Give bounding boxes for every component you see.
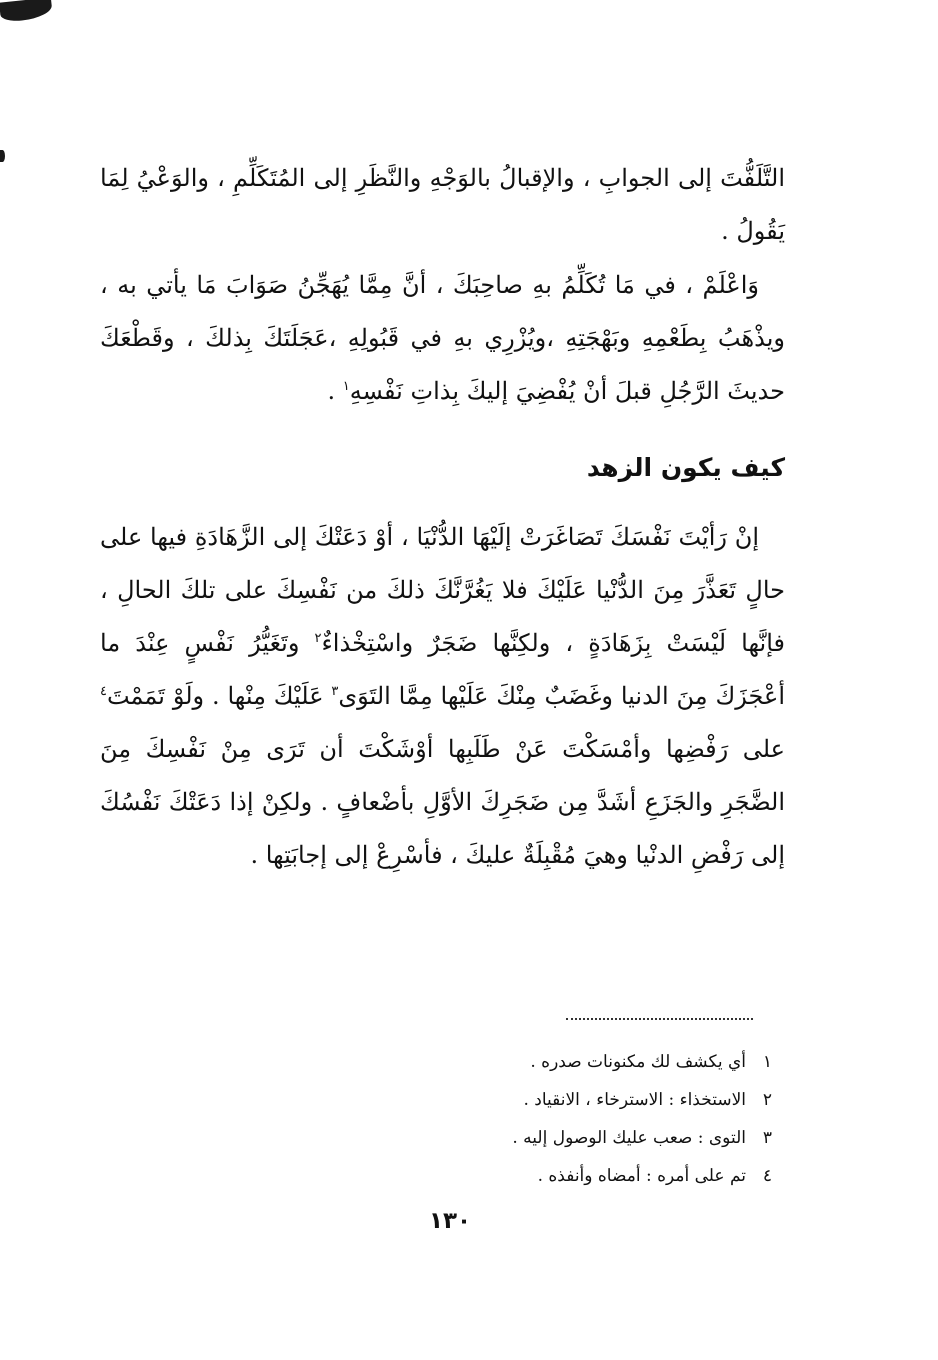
paragraph-text-part3: عَلَيْكَ مِنْها . ولَوْ تَمَمْتَ bbox=[106, 682, 332, 710]
footnote-reference: ٣ bbox=[331, 684, 339, 699]
section-heading: كيف يكون الزهد bbox=[586, 453, 785, 482]
scan-ink-blot bbox=[0, 0, 53, 23]
footnote-item bbox=[300, 1119, 772, 1157]
footnote-number: ٣ bbox=[762, 1128, 772, 1148]
paragraph-listening-advice bbox=[100, 259, 785, 418]
paragraph-zuhd bbox=[100, 511, 785, 882]
footnote-text: أي يكشف لك مكنونات صدره . bbox=[530, 1052, 746, 1072]
footnote-reference: ٤ bbox=[100, 684, 107, 699]
footnote-text: الاستخذاء : الاسترخاء ، الانقياد . bbox=[523, 1090, 746, 1110]
paragraph-text: وَاعْلَمْ ، في مَا تُكَلِّمُ بهِ صاحِبَكَ ، أنَّ مِمَّا يُهَجِّنُ صَوَابَ مَا يأتي به ، ويذْهَبُ بِطَعْمِهِ وبَهْجَتِهِ ،ويُزْرِي بهِ في قَبُولِهِ ،عَجَلَتَكَ بِذلكَ ، وقَطْعَكَ حديثَ الرَّجُلِ قبلَ أنْ يُفْضِيَ إليكَ بِذاتِ نَفْسِهِ bbox=[100, 271, 785, 405]
footnote-item bbox=[300, 1081, 772, 1119]
paragraph-continued bbox=[100, 152, 785, 258]
footnote-item bbox=[300, 1157, 772, 1195]
footnote-number: ١ bbox=[762, 1052, 772, 1072]
footnotes-list bbox=[300, 1043, 772, 1195]
paragraph-tail: . bbox=[327, 377, 343, 405]
footnote-number: ٢ bbox=[762, 1090, 772, 1110]
scan-ink-mark bbox=[0, 150, 5, 162]
footnote-text: تم على أمره : أمضاه وأنفذه . bbox=[537, 1166, 746, 1186]
page-number: ١٣٠ bbox=[428, 1208, 472, 1234]
footnote-number: ٤ bbox=[762, 1166, 772, 1186]
footnote-reference: ٢ bbox=[314, 631, 322, 646]
paragraph-text-part4: على رَفْضِها وأمْسَكْتَ عَنْ طَلَبِها أوْشَكْتَ أن تَرَى مِنْ نَفْسِكَ مِنَ الضَّجَرِ والجَزَعِ أشَدَّ مِن ضَجَرِكَ الأوَّلِ بأضْعافٍ . ولكِنْ إذا دَعَتْكَ نَفْسُكَ إلى رَفْضِ الدنْيا وهيَ مُقْبِلَةٌ عليكَ ، فأسْرِعْ إلى إجابَتِها . bbox=[100, 735, 785, 869]
paragraph-text-part2: وتَغَيُّرُ نَفْسٍ عِنْدَ ما أعْجَزَكَ مِنَ الدنيا وغَضَبٌ مِنْكَ عَلَيْها مِمَّا التَوَى bbox=[100, 629, 785, 710]
paragraph-text-part1: إنْ رَأيْتَ نَفْسَكَ تَصَاغَرَتْ إلَيْهَا الدُّنْيَا ، أوْ دَعَتْكَ إلى الزَّهَادَةِ فيها على حالٍ تَعَذَّرَ مِنَ الدُّنْيا عَلَيْكَ فلا يَغُرَّنَّكَ ذلكَ من نَفْسِكَ على تلكَ الحالِ ، فإنَّها لَيْسَتْ بِزَهَادَةٍ ، ولكِنَّها ضَجَرٌ واسْتِخْذاءٌ bbox=[100, 523, 785, 657]
footnote-item bbox=[300, 1043, 772, 1081]
footnote-text: التوى : صعب عليك الوصول إليه . bbox=[512, 1128, 746, 1148]
footnote-reference: ١ bbox=[342, 379, 350, 394]
footnote-separator bbox=[566, 1018, 753, 1020]
paragraph-text: التَّلَفُّتَ إلى الجوابِ ، والإقبالُ بالوَجْهِ والنَّظَرِ إلى المُتَكَلِّمِ ، والوَعْيُ لِمَا يَقُولُ . bbox=[100, 164, 785, 245]
